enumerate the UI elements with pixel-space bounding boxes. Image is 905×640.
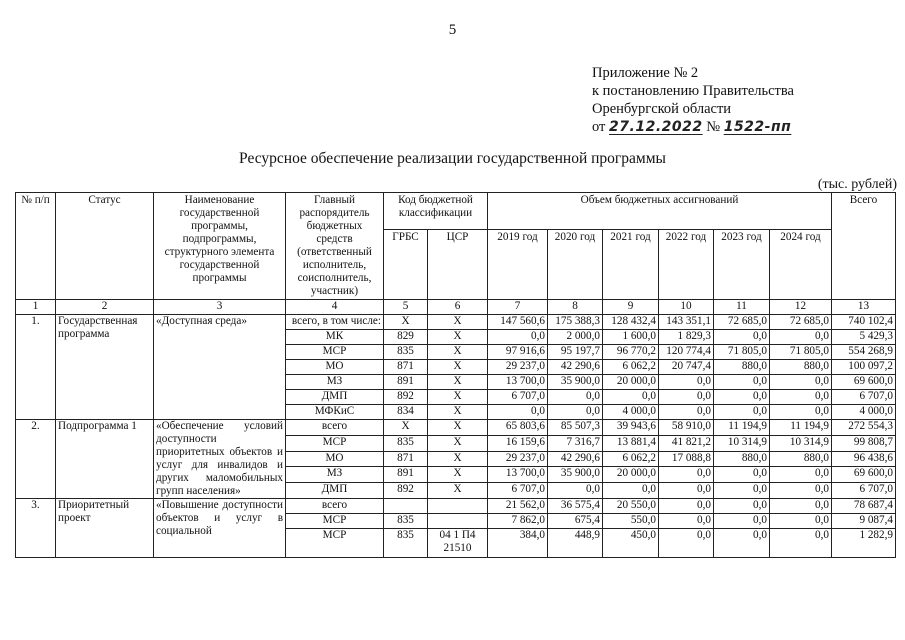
value-cell: 6 707,0 bbox=[488, 483, 548, 499]
value-cell: 0,0 bbox=[548, 483, 603, 499]
row-number: 3. bbox=[16, 499, 56, 558]
grbs-cell: 891 bbox=[384, 375, 428, 390]
value-cell: 0,0 bbox=[488, 330, 548, 345]
number-label: № bbox=[706, 119, 721, 135]
value-cell: 0,0 bbox=[548, 390, 603, 405]
value-cell: 0,0 bbox=[770, 514, 832, 529]
manager-cell: всего, в том числе: bbox=[286, 315, 384, 330]
value-cell: 29 237,0 bbox=[488, 360, 548, 375]
value-cell: 85 507,3 bbox=[548, 420, 603, 436]
manager-cell: МО bbox=[286, 451, 384, 467]
column-number: 7 bbox=[488, 300, 548, 315]
total-cell: 100 097,2 bbox=[832, 360, 896, 375]
value-cell: 0,0 bbox=[770, 390, 832, 405]
total-cell: 69 600,0 bbox=[832, 467, 896, 483]
header-csr: ЦСР bbox=[428, 229, 488, 299]
manager-cell: МЗ bbox=[286, 467, 384, 483]
grbs-cell: Х bbox=[384, 315, 428, 330]
value-cell: 42 290,6 bbox=[548, 451, 603, 467]
manager-cell: МСР bbox=[286, 435, 384, 451]
header-code: Код бюджетной классификации bbox=[384, 193, 488, 230]
csr-cell: Х bbox=[428, 451, 488, 467]
value-cell: 0,0 bbox=[770, 483, 832, 499]
value-cell: 0,0 bbox=[714, 499, 770, 514]
manager-cell: МСР bbox=[286, 345, 384, 360]
table-row bbox=[16, 315, 896, 330]
header-year: 2022 год bbox=[659, 229, 714, 299]
header-year: 2019 год bbox=[488, 229, 548, 299]
total-cell: 69 600,0 bbox=[832, 375, 896, 390]
header-year: 2024 год bbox=[770, 229, 832, 299]
grbs-cell: Х bbox=[384, 420, 428, 436]
csr-cell: Х bbox=[428, 360, 488, 375]
value-cell: 175 388,3 bbox=[548, 315, 603, 330]
total-cell: 99 808,7 bbox=[832, 435, 896, 451]
resource-table bbox=[15, 192, 896, 558]
value-cell: 0,0 bbox=[770, 330, 832, 345]
total-cell: 78 687,4 bbox=[832, 499, 896, 514]
csr-cell: Х bbox=[428, 390, 488, 405]
csr-cell: Х bbox=[428, 435, 488, 451]
header-row-1 bbox=[16, 193, 896, 230]
units-label: (тыс. рублей) bbox=[817, 177, 897, 192]
row-name: «Обеспечение условий доступности приоритетных объектов и услуг для инвалидов и других маломобильных групп населения» bbox=[154, 420, 286, 499]
value-cell: 0,0 bbox=[659, 390, 714, 405]
manager-cell: МСР bbox=[286, 529, 384, 558]
value-cell: 0,0 bbox=[714, 529, 770, 558]
handwritten-number: 1522-пп bbox=[723, 119, 792, 135]
value-cell: 41 821,2 bbox=[659, 435, 714, 451]
row-number: 2. bbox=[16, 420, 56, 499]
header-total: Всего bbox=[832, 193, 896, 300]
value-cell: 0,0 bbox=[714, 514, 770, 529]
row-status: Приоритетный проект bbox=[56, 499, 154, 558]
value-cell: 36 575,4 bbox=[548, 499, 603, 514]
value-cell: 0,0 bbox=[714, 405, 770, 420]
grbs-cell: 871 bbox=[384, 360, 428, 375]
csr-cell bbox=[428, 514, 488, 529]
header-year: 2021 год bbox=[603, 229, 659, 299]
value-cell: 20 000,0 bbox=[603, 467, 659, 483]
value-cell: 58 910,0 bbox=[659, 420, 714, 436]
column-number: 1 bbox=[16, 300, 56, 315]
grbs-cell: 891 bbox=[384, 467, 428, 483]
value-cell: 2 000,0 bbox=[548, 330, 603, 345]
value-cell: 16 159,6 bbox=[488, 435, 548, 451]
manager-cell: ДМП bbox=[286, 483, 384, 499]
value-cell: 20 747,4 bbox=[659, 360, 714, 375]
value-cell: 0,0 bbox=[659, 405, 714, 420]
value-cell: 0,0 bbox=[714, 330, 770, 345]
header-grbs: ГРБС bbox=[384, 229, 428, 299]
total-cell: 4 000,0 bbox=[832, 405, 896, 420]
csr-cell: Х bbox=[428, 483, 488, 499]
column-number: 10 bbox=[659, 300, 714, 315]
row-status: Подпрограмма 1 bbox=[56, 420, 154, 499]
csr-cell: Х bbox=[428, 420, 488, 436]
manager-cell: ДМП bbox=[286, 390, 384, 405]
header-year: 2020 год bbox=[548, 229, 603, 299]
manager-cell: МФКиС bbox=[286, 405, 384, 420]
value-cell: 10 314,9 bbox=[714, 435, 770, 451]
grbs-cell: 829 bbox=[384, 330, 428, 345]
value-cell: 0,0 bbox=[659, 499, 714, 514]
value-cell: 120 774,4 bbox=[659, 345, 714, 360]
value-cell: 65 803,6 bbox=[488, 420, 548, 436]
value-cell: 0,0 bbox=[714, 375, 770, 390]
manager-cell: МСР bbox=[286, 514, 384, 529]
grbs-cell: 834 bbox=[384, 405, 428, 420]
header-manager: Главный распорядитель бюджетных средств (ответственный исполнитель, соисполнитель, участник) bbox=[286, 193, 384, 300]
value-cell: 384,0 bbox=[488, 529, 548, 558]
value-cell: 11 194,9 bbox=[770, 420, 832, 436]
value-cell: 550,0 bbox=[603, 514, 659, 529]
value-cell: 6 062,2 bbox=[603, 360, 659, 375]
value-cell: 7 316,7 bbox=[548, 435, 603, 451]
value-cell: 21 562,0 bbox=[488, 499, 548, 514]
row-status: Государственная программа bbox=[56, 315, 154, 420]
grbs-cell: 835 bbox=[384, 345, 428, 360]
value-cell: 880,0 bbox=[770, 360, 832, 375]
column-number: 2 bbox=[56, 300, 154, 315]
value-cell: 0,0 bbox=[714, 390, 770, 405]
header-volume: Объем бюджетных ассигнований bbox=[488, 193, 832, 230]
value-cell: 448,9 bbox=[548, 529, 603, 558]
csr-cell: 04 1 П4 21510 bbox=[428, 529, 488, 558]
table-row bbox=[16, 499, 896, 514]
csr-cell: Х bbox=[428, 375, 488, 390]
value-cell: 128 432,4 bbox=[603, 315, 659, 330]
value-cell: 4 000,0 bbox=[603, 405, 659, 420]
value-cell: 880,0 bbox=[714, 360, 770, 375]
value-cell: 96 770,2 bbox=[603, 345, 659, 360]
value-cell: 1 829,3 bbox=[659, 330, 714, 345]
value-cell: 39 943,6 bbox=[603, 420, 659, 436]
value-cell: 0,0 bbox=[603, 390, 659, 405]
value-cell: 1 600,0 bbox=[603, 330, 659, 345]
value-cell: 13 881,4 bbox=[603, 435, 659, 451]
value-cell: 143 351,1 bbox=[659, 315, 714, 330]
value-cell: 0,0 bbox=[770, 375, 832, 390]
value-cell: 0,0 bbox=[659, 467, 714, 483]
table-body bbox=[16, 193, 896, 558]
value-cell: 450,0 bbox=[603, 529, 659, 558]
value-cell: 7 862,0 bbox=[488, 514, 548, 529]
manager-cell: МК bbox=[286, 330, 384, 345]
total-cell: 6 707,0 bbox=[832, 483, 896, 499]
column-number: 13 bbox=[832, 300, 896, 315]
value-cell: 72 685,0 bbox=[714, 315, 770, 330]
grbs-cell: 835 bbox=[384, 514, 428, 529]
value-cell: 0,0 bbox=[770, 405, 832, 420]
value-cell: 0,0 bbox=[603, 483, 659, 499]
total-cell: 6 707,0 bbox=[832, 390, 896, 405]
csr-cell: Х bbox=[428, 405, 488, 420]
total-cell: 1 282,9 bbox=[832, 529, 896, 558]
date-prefix: от bbox=[592, 119, 606, 135]
value-cell: 71 805,0 bbox=[714, 345, 770, 360]
column-number: 11 bbox=[714, 300, 770, 315]
value-cell: 13 700,0 bbox=[488, 467, 548, 483]
manager-cell: всего bbox=[286, 499, 384, 514]
column-number: 6 bbox=[428, 300, 488, 315]
row-name: «Повышение доступности объектов и услуг в социальной bbox=[154, 499, 286, 558]
total-cell: 9 087,4 bbox=[832, 514, 896, 529]
csr-cell: Х bbox=[428, 315, 488, 330]
value-cell: 13 700,0 bbox=[488, 375, 548, 390]
value-cell: 0,0 bbox=[659, 483, 714, 499]
total-cell: 5 429,3 bbox=[832, 330, 896, 345]
value-cell: 20 000,0 bbox=[603, 375, 659, 390]
value-cell: 0,0 bbox=[770, 467, 832, 483]
value-cell: 880,0 bbox=[714, 451, 770, 467]
total-cell: 554 268,9 bbox=[832, 345, 896, 360]
csr-cell: Х bbox=[428, 345, 488, 360]
value-cell: 17 088,8 bbox=[659, 451, 714, 467]
value-cell: 29 237,0 bbox=[488, 451, 548, 467]
total-cell: 740 102,4 bbox=[832, 315, 896, 330]
grbs-cell: 892 bbox=[384, 483, 428, 499]
grbs-cell: 835 bbox=[384, 435, 428, 451]
value-cell: 97 916,6 bbox=[488, 345, 548, 360]
value-cell: 10 314,9 bbox=[770, 435, 832, 451]
column-number-row bbox=[16, 300, 896, 315]
csr-cell bbox=[428, 499, 488, 514]
appendix-line-3: Оренбургской области bbox=[592, 101, 732, 117]
column-number: 9 bbox=[603, 300, 659, 315]
value-cell: 11 194,9 bbox=[714, 420, 770, 436]
value-cell: 0,0 bbox=[659, 514, 714, 529]
total-cell: 272 554,3 bbox=[832, 420, 896, 436]
manager-cell: всего bbox=[286, 420, 384, 436]
value-cell: 35 900,0 bbox=[548, 467, 603, 483]
grbs-cell: 835 bbox=[384, 529, 428, 558]
appendix-title: Приложение № 2 bbox=[592, 65, 699, 81]
column-number: 8 bbox=[548, 300, 603, 315]
value-cell: 95 197,7 bbox=[548, 345, 603, 360]
value-cell: 0,0 bbox=[770, 499, 832, 514]
value-cell: 0,0 bbox=[488, 405, 548, 420]
value-cell: 20 550,0 bbox=[603, 499, 659, 514]
grbs-cell bbox=[384, 499, 428, 514]
column-number: 12 bbox=[770, 300, 832, 315]
header-status: Статус bbox=[56, 193, 154, 300]
column-number: 4 bbox=[286, 300, 384, 315]
value-cell: 72 685,0 bbox=[770, 315, 832, 330]
value-cell: 6 707,0 bbox=[488, 390, 548, 405]
value-cell: 35 900,0 bbox=[548, 375, 603, 390]
grbs-cell: 892 bbox=[384, 390, 428, 405]
header-year: 2023 год bbox=[714, 229, 770, 299]
csr-cell: Х bbox=[428, 467, 488, 483]
value-cell: 0,0 bbox=[548, 405, 603, 420]
value-cell: 6 062,2 bbox=[603, 451, 659, 467]
value-cell: 0,0 bbox=[714, 467, 770, 483]
header-num: № п/п bbox=[16, 193, 56, 300]
column-number: 5 bbox=[384, 300, 428, 315]
grbs-cell: 871 bbox=[384, 451, 428, 467]
value-cell: 880,0 bbox=[770, 451, 832, 467]
row-name: «Доступная среда» bbox=[154, 315, 286, 420]
value-cell: 0,0 bbox=[770, 529, 832, 558]
appendix-date-line bbox=[592, 118, 791, 136]
value-cell: 0,0 bbox=[659, 529, 714, 558]
page-number: 5 bbox=[448, 22, 457, 38]
handwritten-date: 27.12.2022 bbox=[609, 119, 703, 135]
csr-cell: Х bbox=[428, 330, 488, 345]
column-number: 3 bbox=[154, 300, 286, 315]
document-title: Ресурсное обеспечение реализации государственной программы bbox=[239, 150, 666, 167]
header-name: Наименование государственной программы, подпрограммы, структурного элемента государственной программы bbox=[154, 193, 286, 300]
value-cell: 147 560,6 bbox=[488, 315, 548, 330]
row-number: 1. bbox=[16, 315, 56, 420]
value-cell: 0,0 bbox=[659, 375, 714, 390]
value-cell: 675,4 bbox=[548, 514, 603, 529]
total-cell: 96 438,6 bbox=[832, 451, 896, 467]
value-cell: 71 805,0 bbox=[770, 345, 832, 360]
value-cell: 42 290,6 bbox=[548, 360, 603, 375]
manager-cell: МО bbox=[286, 360, 384, 375]
value-cell: 0,0 bbox=[714, 483, 770, 499]
appendix-line-2: к постановлению Правительства bbox=[592, 83, 794, 99]
table-row bbox=[16, 420, 896, 436]
manager-cell: МЗ bbox=[286, 375, 384, 390]
